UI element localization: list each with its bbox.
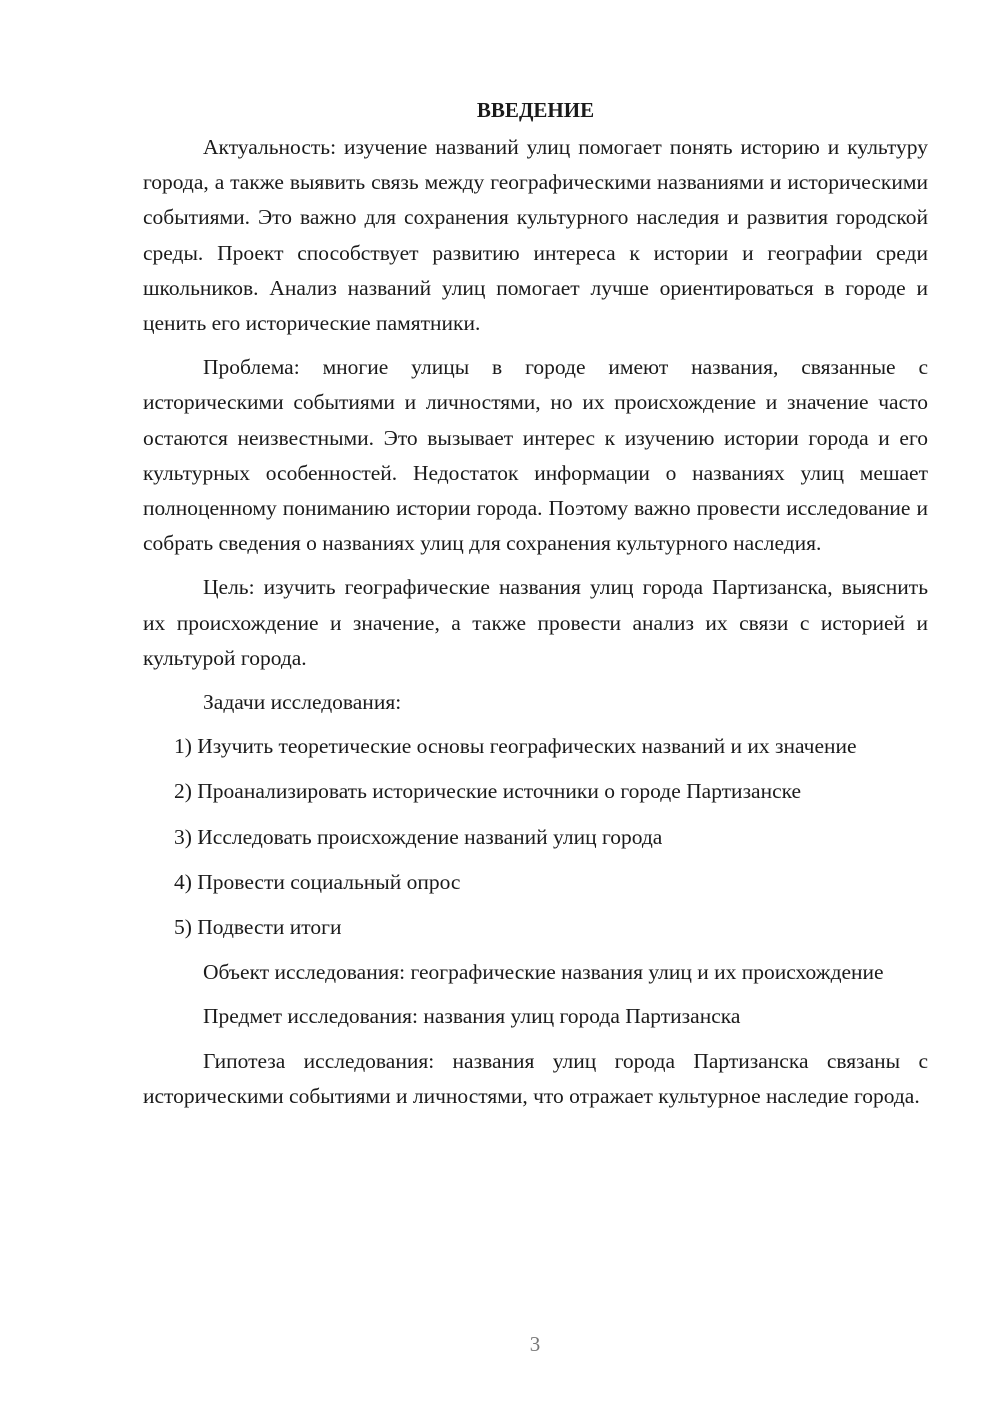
relevance-paragraph: Актуальность: изучение названий улиц помогает понять историю и культуру города, а также выявить связь между географическими названиями и историческими событиями. Это важно для сохранения культурного наследия и развития городской среды. Проект способствует развитию интереса к истории и географии среди школьников. Анализ названий улиц помогает лучше ориентироваться в городе и ценить его исторические памятники. [143,135,928,336]
task-item-3: 3) Исследовать происхождение названий улиц города [174,824,663,849]
page-number: 3 [529,1332,541,1356]
task-item-5: 5) Подвести итоги [174,915,342,940]
goal-paragraph: Цель: изучить географические названия улиц города Партизанска, выяснить их происхождение и значение, а также провести анализ их связи с историей и культурой города. [143,575,928,670]
problem-paragraph: Проблема: многие улицы в городе имеют названия, связанные с историческими событиями и личностями, но их происхождение и значение часто остаются неизвестными. Это вызывает интерес к изучению истории города и его культурных особенностей. Недостаток информации о названиях улиц мешает полноценному пониманию истории города. Поэтому важно провести исследование и собрать сведения о названиях улиц для сохранения культурного наследия. [143,355,928,556]
object-paragraph: Объект исследования: географические названия улиц и их происхождение [203,960,884,985]
task-item-4: 4) Провести социальный опрос [174,869,461,894]
tasks-heading: Задачи исследования: [203,690,402,715]
document-page [143,95,928,1114]
tasks-list [143,729,928,945]
task-item-1: 1) Изучить теоретические основы географических названий и их значение [174,734,857,759]
subject-paragraph: Предмет исследования: названия улиц города Партизанска [203,1004,741,1029]
hypothesis-paragraph: Гипотеза исследования: названия улиц города Партизанска связаны с историческими событиями и личностями, что отражает культурное наследие города. [143,1048,928,1108]
page-title: ВВЕДЕНИЕ [476,98,595,122]
task-item-2: 2) Проанализировать исторические источники о городе Партизанске [174,779,802,804]
